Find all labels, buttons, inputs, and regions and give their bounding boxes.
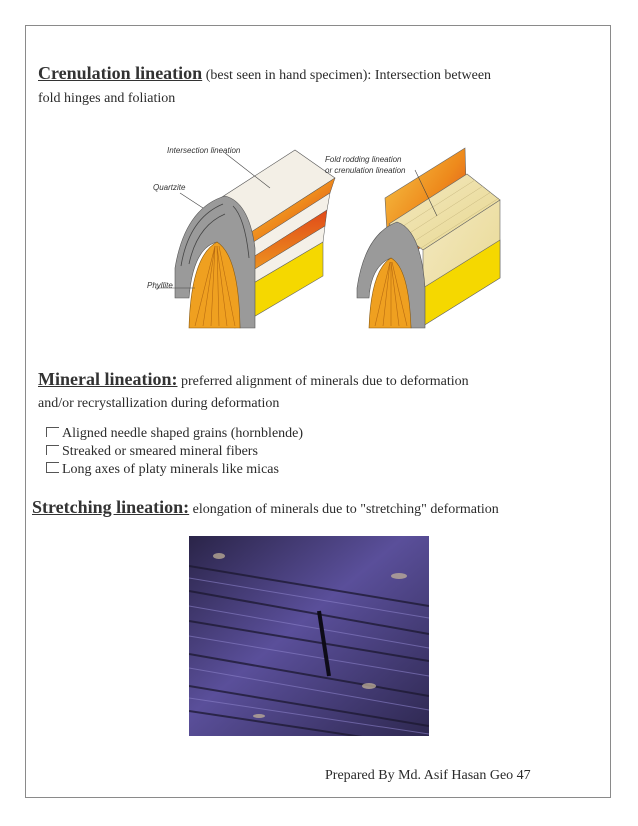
crenulation-text-2: fold hinges and foliation <box>38 91 176 106</box>
mineral-heading: Mineral lineation: <box>38 369 178 389</box>
bullet-square-icon <box>46 427 59 437</box>
crenulation-text-1: (best seen in hand specimen): Intersection between <box>202 68 492 83</box>
mineral-paragraph <box>38 371 469 390</box>
rock-photo-svg <box>189 536 429 736</box>
label-intersection-lineation: Intersection lineation <box>167 146 241 155</box>
stretching-paragraph <box>32 499 499 518</box>
bullet-item: Aligned needle shaped grains (hornblende) <box>46 425 303 442</box>
bullet-item: Long axes of platy minerals like micas <box>46 461 279 478</box>
mineral-text-1: preferred alignment of minerals due to deformation <box>177 374 469 389</box>
crenulation-paragraph <box>38 65 491 84</box>
lineation-diagram-svg <box>145 138 525 348</box>
bullet-square-icon <box>46 445 59 455</box>
right-fold-block <box>357 148 500 328</box>
label-fold-rodding-1: Fold rodding lineation <box>325 155 402 164</box>
bullet-square-icon <box>46 462 59 473</box>
crenulation-heading: Crenulation lineation <box>38 63 203 83</box>
label-phyllite: Phyllite <box>147 281 173 290</box>
label-quartzite: Quartzite <box>153 183 186 192</box>
mineral-text-2: and/or recrystallization during deformation <box>38 396 280 411</box>
footer-credit: Prepared By Md. Asif Hasan Geo 47 <box>325 768 531 783</box>
label-fold-rodding-2: or crenulation lineation <box>325 166 406 175</box>
bullet-item: Streaked or smeared mineral fibers <box>46 443 258 460</box>
stretching-lineation-photo <box>189 536 429 736</box>
stretching-text: elongation of minerals due to "stretching" deformation <box>189 502 499 517</box>
lineation-diagram <box>145 138 525 348</box>
stretching-heading: Stretching lineation: <box>32 497 190 517</box>
